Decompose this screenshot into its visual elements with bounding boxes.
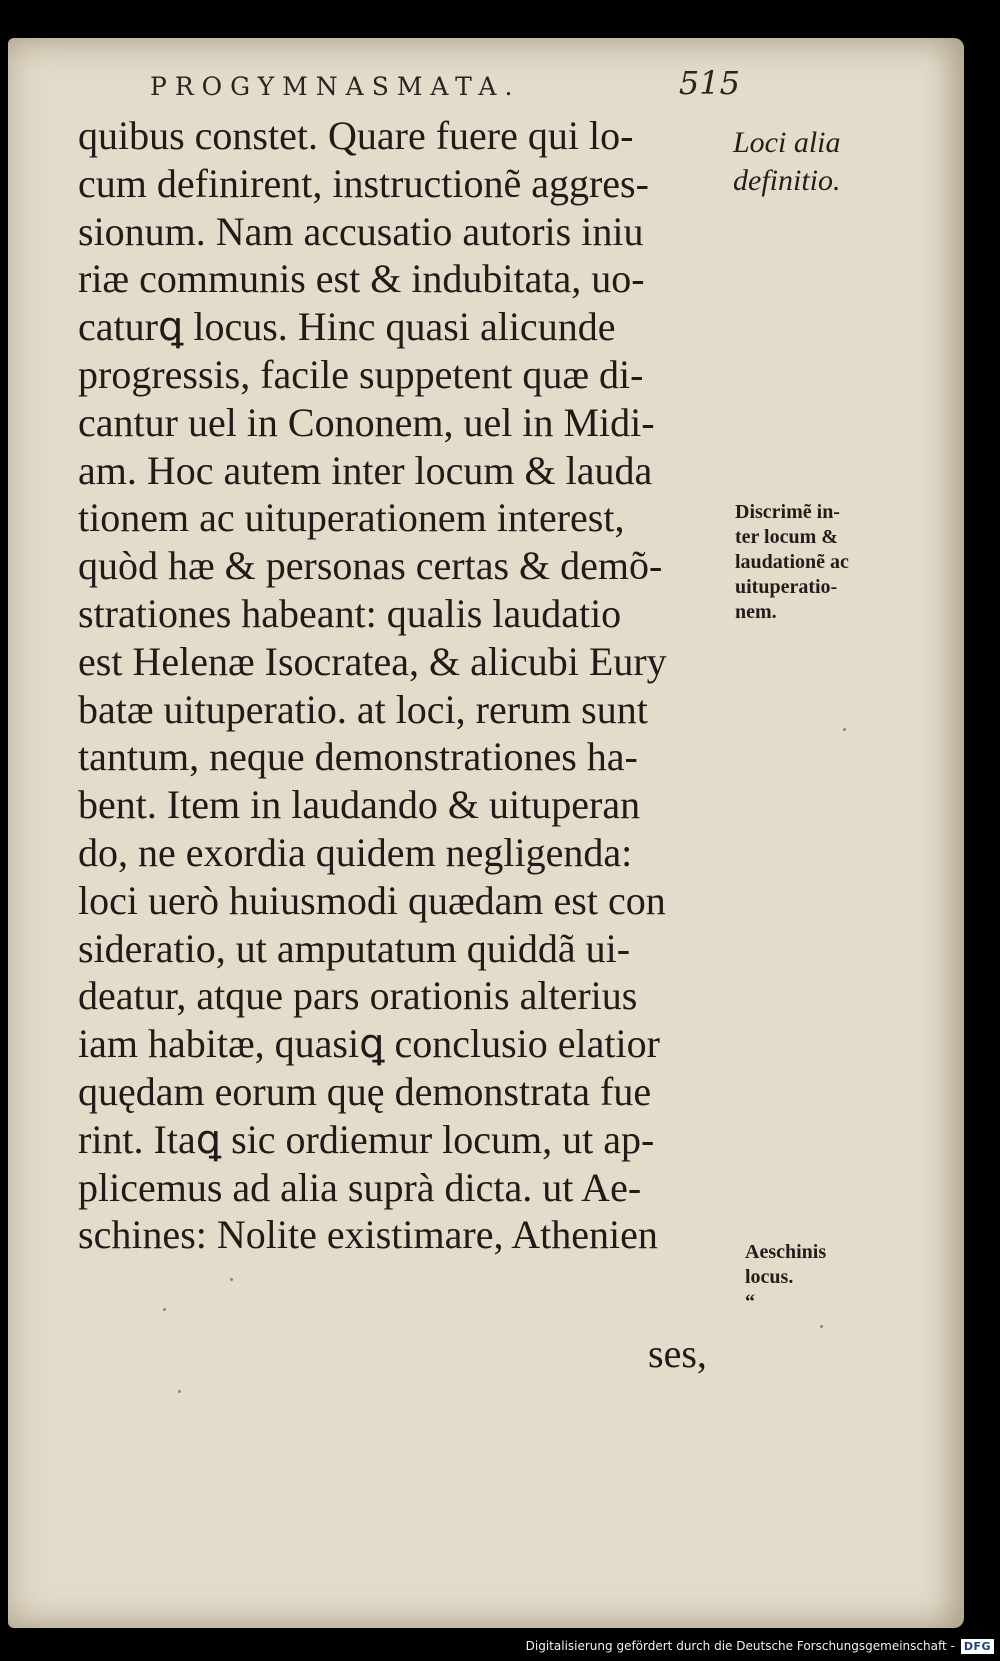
- catchword: ses,: [648, 1331, 707, 1376]
- text-line: quibus constet. Quare fuere qui lo-: [78, 113, 634, 158]
- page-number: 515: [678, 64, 740, 102]
- text-line: sionum. Nam accusatio autoris iniu: [78, 208, 644, 254]
- text-line: cantur uel in Cononem, uel in Midi-: [78, 399, 655, 445]
- text-line: sideratio, ut amputatum quiddã ui-: [78, 925, 631, 971]
- margin-note-line: Aeschinis: [745, 1241, 827, 1263]
- paper-speck: [163, 1308, 166, 1311]
- margin-note-discrimen: [735, 500, 849, 625]
- margin-note-line: ter locum &: [735, 526, 838, 548]
- paper-speck: [820, 1325, 823, 1328]
- text-line: quędam eorum quę demonstrata fue: [78, 1068, 652, 1114]
- text-line: caturꝗ locus. Hinc quasi alicunde: [78, 304, 616, 350]
- text-line: loci uerò huiusmodi quædam est con: [78, 877, 666, 923]
- paper-speck: [843, 728, 846, 731]
- text-line: cum definirent, instructionẽ aggres-: [78, 160, 649, 206]
- text-line: schines: Nolite existimare, Athenien: [78, 1212, 658, 1258]
- text-line: tantum, neque demonstrationes ha-: [78, 734, 638, 780]
- margin-note-line: definitio.: [733, 164, 841, 197]
- margin-note-line: uituperatio-: [735, 576, 838, 598]
- text-line: rint. Itaꝗ sic ordiemur locum, ut ap-: [78, 1116, 655, 1162]
- text-line: iam habitæ, quasiꝗ conclusio elatior: [78, 1021, 660, 1067]
- margin-note-loci-definitio: [733, 124, 841, 200]
- paper-speck: [178, 1390, 181, 1393]
- digitization-footer: [526, 1635, 994, 1657]
- margin-note-line: Discrimẽ in-: [735, 501, 840, 523]
- text-line: batæ uituperatio. at loci, rerum sunt: [78, 686, 648, 732]
- text-line: tionem ac uituperationem interest,: [78, 495, 625, 541]
- margin-note-aeschinis: [745, 1240, 826, 1315]
- paper-speck: [230, 1278, 233, 1281]
- margin-note-line: laudationẽ ac: [735, 551, 849, 573]
- text-line: am. Hoc autem inter locum & lauda: [78, 447, 653, 493]
- running-title: PROGYMNASMATA.: [150, 72, 521, 101]
- text-line: plicemus ad alia suprà dicta. ut Ae-: [78, 1164, 642, 1210]
- main-text-block: [78, 112, 718, 1259]
- text-line: progressis, facile suppetent quæ di-: [78, 351, 644, 397]
- margin-note-line: nem.: [735, 601, 777, 623]
- margin-note-line: locus.: [745, 1266, 794, 1288]
- dfg-logo: DFG: [961, 1639, 994, 1654]
- page-header: [150, 58, 740, 108]
- text-line: est Helenæ Isocratea, & alicubi Eury: [78, 638, 667, 684]
- text-line: bent. Item in laudando & uituperan: [78, 782, 641, 828]
- margin-note-line: “: [745, 1291, 755, 1313]
- text-line: do, ne exordia quidem negligenda:: [78, 829, 633, 875]
- text-line: quòd hæ & personas certas & demõ-: [78, 543, 663, 589]
- funding-credit: Digitalisierung gefördert durch die Deutsche Forschungsgemeinschaft -: [525, 1639, 955, 1653]
- text-line: strationes habeant: qualis laudatio: [78, 590, 622, 636]
- text-line: deatur, atque pars orationis alterius: [78, 973, 638, 1019]
- margin-note-line: Loci alia: [733, 126, 841, 159]
- text-line: riæ communis est & indubitata, uo-: [78, 256, 645, 302]
